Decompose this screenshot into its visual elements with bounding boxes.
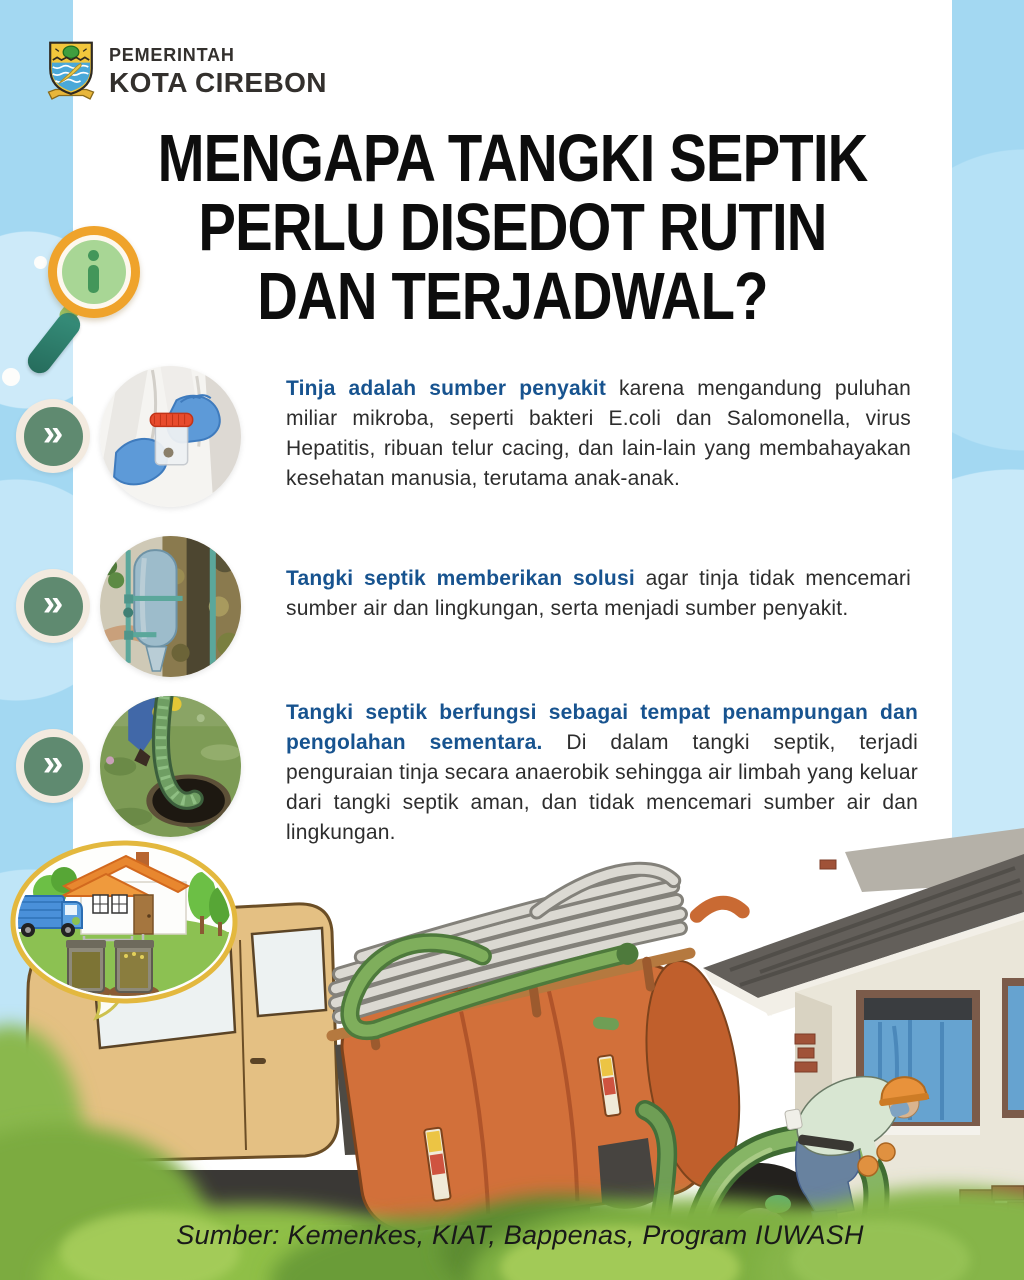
point-lead: Tangki septik memberikan solusi bbox=[286, 567, 635, 590]
title-line-2: PERLU DISEDOT RUTIN bbox=[198, 190, 827, 265]
info-point-1 bbox=[286, 374, 911, 494]
photo-specimen-cup bbox=[100, 366, 241, 507]
photo-hose-manhole bbox=[100, 696, 241, 837]
info-magnifier-icon bbox=[30, 222, 150, 382]
info-icon-stem bbox=[88, 265, 99, 293]
point-body: Di dalam tangki septik, terjadi penguraian tinja secara anaerobik sehingga air limbah yang keluar dari tangki septik aman, dan tidak mencemari sumber air dan lingkungan. bbox=[286, 731, 918, 844]
double-chevron-icon: » bbox=[16, 729, 90, 803]
speech-bubble-septic-diagram bbox=[6, 840, 244, 1028]
source-credit: Sumber: Kemenkes, KIAT, Bappenas, Program IUWASH bbox=[176, 1220, 864, 1250]
point-lead: Tinja adalah sumber penyakit bbox=[286, 377, 607, 400]
org-name-line2: KOTA CIREBON bbox=[109, 66, 327, 98]
deco-dot bbox=[2, 368, 20, 386]
double-chevron-icon: » bbox=[16, 569, 90, 643]
point-body: karena mengandung puluhan miliar mikroba, seperti bakteri E.coli dan Salomonella, virus Hepatitis, ribuan telur cacing, dan lain-lain yang membahayakan kesehatan manusia, terutama anak-anak. bbox=[286, 377, 911, 490]
title-line-3: DAN TERJADWAL? bbox=[257, 259, 768, 334]
point-body: agar tinja tidak mencemari sumber air dan lingkungan, serta menjadi sumber penyakit. bbox=[286, 567, 911, 620]
page-title bbox=[143, 121, 881, 334]
cirebon-crest-icon bbox=[45, 40, 97, 106]
double-chevron-icon: » bbox=[16, 399, 90, 473]
magnifier-handle bbox=[23, 308, 85, 378]
title-line-1: MENGAPA TANGKI SEPTIK bbox=[157, 121, 868, 196]
info-icon bbox=[88, 250, 99, 261]
photo-water-tank bbox=[100, 536, 241, 677]
point-lead: Tangki septik berfungsi sebagai tempat penampungan dan pengolahan sementara. bbox=[286, 701, 918, 754]
org-name-line1: PEMERINTAH bbox=[109, 45, 235, 65]
city-government-logo bbox=[45, 40, 327, 106]
info-point-2 bbox=[286, 564, 911, 624]
